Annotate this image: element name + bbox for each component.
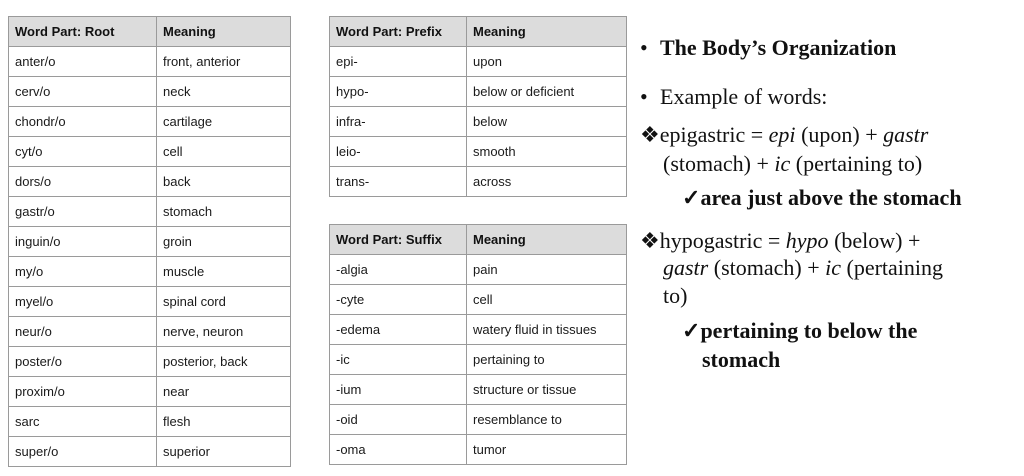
- word-part-cell: leio-: [330, 137, 467, 167]
- table-row: [9, 167, 291, 197]
- word-part-cell: sarc: [9, 407, 157, 437]
- meaning-header: Meaning: [467, 17, 627, 47]
- meaning-cell: cell: [157, 137, 291, 167]
- intro-bullet: [640, 83, 827, 110]
- word-part-cell: cyt/o: [9, 137, 157, 167]
- word-part-cell: inguin/o: [9, 227, 157, 257]
- meaning-cell: smooth: [467, 137, 627, 167]
- meaning-cell: cartilage: [157, 107, 291, 137]
- check-icon: ✓: [682, 318, 701, 343]
- table-row: [9, 377, 291, 407]
- bullet-icon: •: [640, 35, 648, 60]
- check-icon: ✓: [682, 185, 701, 210]
- meaning-cell: posterior, back: [157, 347, 291, 377]
- meaning-cell: near: [157, 377, 291, 407]
- table-row: [330, 107, 627, 137]
- example-2-line-1: ❖hypogastric = hypo (below) +: [640, 228, 921, 253]
- word-part-cell: -cyte: [330, 285, 467, 315]
- table-row: [9, 77, 291, 107]
- word-part-cell: poster/o: [9, 347, 157, 377]
- diamond-bullet-icon: ❖: [640, 228, 660, 253]
- meaning-cell: pertaining to: [467, 345, 627, 375]
- table-row: [330, 285, 627, 315]
- word-part-cell: -ium: [330, 375, 467, 405]
- meaning-cell: across: [467, 167, 627, 197]
- meaning-cell: flesh: [157, 407, 291, 437]
- example-1-line-1: ❖epigastric = epi (upon) + gastr: [640, 122, 929, 147]
- table-row: [330, 315, 627, 345]
- table-header-row: [330, 225, 627, 255]
- word-part-cell: -ic: [330, 345, 467, 375]
- table-row: [330, 405, 627, 435]
- table-header-row: [330, 17, 627, 47]
- table-row: [9, 137, 291, 167]
- table-row: [9, 437, 291, 467]
- meaning-cell: below: [467, 107, 627, 137]
- table-row: [9, 107, 291, 137]
- word-part-cell: -algia: [330, 255, 467, 285]
- word-part-cell: -oid: [330, 405, 467, 435]
- word-part-cell: super/o: [9, 437, 157, 467]
- word-part-cell: neur/o: [9, 317, 157, 347]
- table-row: [330, 435, 627, 465]
- root-table: [8, 16, 291, 467]
- word-part-cell: my/o: [9, 257, 157, 287]
- table-row: [330, 77, 627, 107]
- word-part-cell: hypo-: [330, 77, 467, 107]
- table-row: [330, 137, 627, 167]
- example-2-answer-line-2: stomach: [702, 347, 781, 372]
- meaning-cell: front, anterior: [157, 47, 291, 77]
- meaning-cell: nerve, neuron: [157, 317, 291, 347]
- word-part-cell: proxim/o: [9, 377, 157, 407]
- notes-intro: Example of words:: [660, 84, 828, 109]
- table-row: [330, 375, 627, 405]
- table-row: [9, 197, 291, 227]
- table-row: [330, 167, 627, 197]
- meaning-cell: superior: [157, 437, 291, 467]
- word-part-cell: -edema: [330, 315, 467, 345]
- table-row: [9, 317, 291, 347]
- example-1-answer: ✓area just above the stomach: [682, 185, 962, 210]
- meaning-cell: pain: [467, 255, 627, 285]
- word-part-header: Word Part: Root: [9, 17, 157, 47]
- meaning-cell: structure or tissue: [467, 375, 627, 405]
- meaning-cell: spinal cord: [157, 287, 291, 317]
- meaning-cell: tumor: [467, 435, 627, 465]
- word-part-cell: cerv/o: [9, 77, 157, 107]
- word-part-cell: infra-: [330, 107, 467, 137]
- word-part-header: Word Part: Prefix: [330, 17, 467, 47]
- word-part-cell: trans-: [330, 167, 467, 197]
- bullet-icon: •: [640, 84, 648, 109]
- word-part-cell: dors/o: [9, 167, 157, 197]
- table-row: [330, 255, 627, 285]
- meaning-cell: cell: [467, 285, 627, 315]
- table-header-row: [9, 17, 291, 47]
- example-1-line-2: (stomach) + ic (pertaining to): [663, 151, 923, 176]
- notes-heading: The Body’s Organization: [660, 35, 897, 60]
- meaning-header: Meaning: [467, 225, 627, 255]
- table-row: [9, 227, 291, 257]
- diamond-bullet-icon: ❖: [640, 122, 660, 147]
- word-part-header: Word Part: Suffix: [330, 225, 467, 255]
- table-row: [9, 407, 291, 437]
- example-2-line-2: gastr (stomach) + ic (pertaining: [663, 255, 944, 280]
- meaning-cell: neck: [157, 77, 291, 107]
- meaning-cell: below or deficient: [467, 77, 627, 107]
- table-row: [330, 345, 627, 375]
- example-2-answer-line-1: ✓pertaining to below the: [682, 318, 918, 343]
- word-part-cell: -oma: [330, 435, 467, 465]
- example-2-line-3: to): [663, 283, 688, 308]
- table-row: [330, 47, 627, 77]
- meaning-cell: muscle: [157, 257, 291, 287]
- prefix-table: [329, 16, 627, 197]
- word-part-cell: chondr/o: [9, 107, 157, 137]
- table-row: [9, 257, 291, 287]
- meaning-cell: resemblance to: [467, 405, 627, 435]
- word-part-cell: anter/o: [9, 47, 157, 77]
- meaning-header: Meaning: [157, 17, 291, 47]
- meaning-cell: groin: [157, 227, 291, 257]
- table-row: [9, 347, 291, 377]
- meaning-cell: back: [157, 167, 291, 197]
- table-row: [9, 47, 291, 77]
- heading-bullet: [640, 34, 896, 61]
- table-row: [9, 287, 291, 317]
- word-part-cell: gastr/o: [9, 197, 157, 227]
- suffix-table: [329, 224, 627, 465]
- meaning-cell: watery fluid in tissues: [467, 315, 627, 345]
- word-part-cell: epi-: [330, 47, 467, 77]
- meaning-cell: upon: [467, 47, 627, 77]
- word-part-cell: myel/o: [9, 287, 157, 317]
- meaning-cell: stomach: [157, 197, 291, 227]
